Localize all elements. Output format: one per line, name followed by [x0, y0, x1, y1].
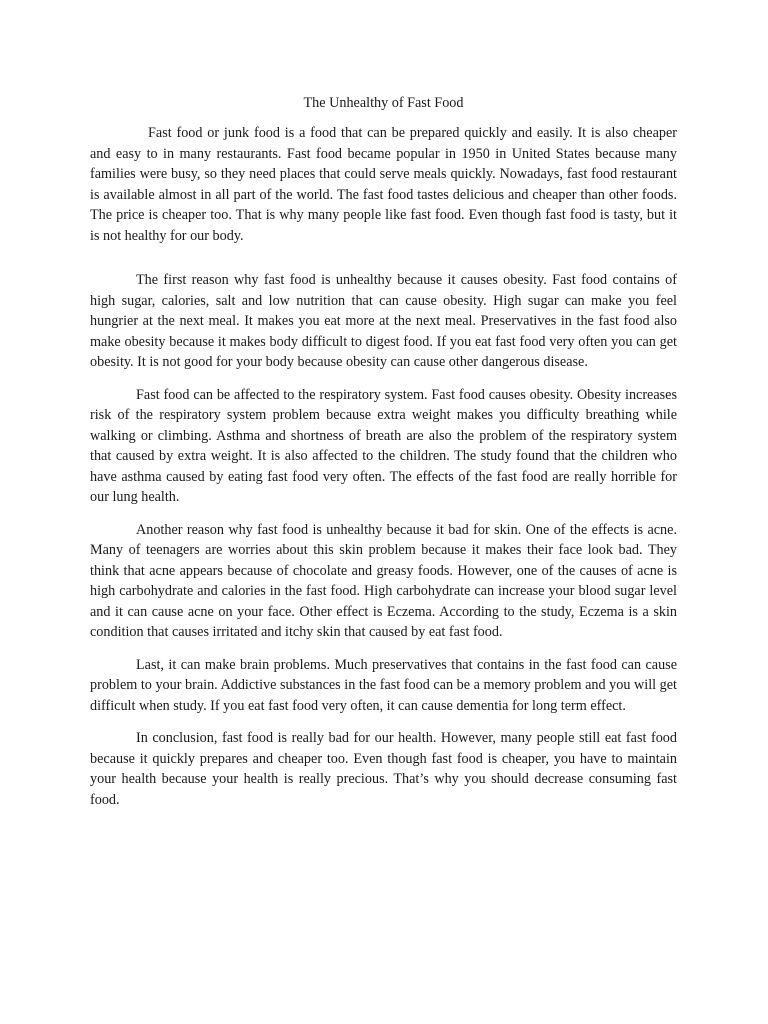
paragraph-brain: Last, it can make brain problems. Much preservatives that contains in the fast food can cause problem to your brain. Addictive substances in the fast food can be a memory problem and you will get difficult when study. If you eat fast food very often, it can cause dementia for long term effect.	[90, 656, 677, 714]
document-page	[90, 94, 677, 822]
paragraph-respiratory: Fast food can be affected to the respiratory system. Fast food causes obesity. Obesity increases risk of the respiratory system problem because extra weight makes you difficulty breathing while walking or climbing. Asthma and shortness of breath are also the problem of the respiratory system that caused by extra weight. It is also affected to the children. The study found that the children who have asthma caused by eating fast food very often. The effects of the fast food are really horrible for our lung health.	[90, 386, 677, 505]
paragraph-conclusion: In conclusion, fast food is really bad for our health. However, many people still eat fast food because it quickly prepares and cheaper too. Even though fast food is cheaper, you have to maintain your health because your health is really precious. That’s why you should decrease consuming fast food.	[90, 730, 677, 808]
paragraph-skin: Another reason why fast food is unhealthy because it bad for skin. One of the effects is acne. Many of teenagers are worries about this skin problem because it makes their face look bad. They think that acne appears because of chocolate and greasy foods. However, one of the causes of acne is high carbohydrate and calories in the fast food. High carbohydrate can increase your blood sugar level and it can cause acne on your face. Other effect is Eczema. According to the study, Eczema is a skin condition that causes irritated and itchy skin that caused by eat fast food.	[90, 521, 677, 640]
document-title: The Unhealthy of Fast Food	[303, 95, 464, 111]
paragraph-obesity: The first reason why fast food is unhealthy because it causes obesity. Fast food contains of high sugar, calories, salt and low nutrition that can cause obesity. High sugar can make you feel hungrier at the next meal. It makes you eat more at the next meal. Preservatives in the fast food also make obesity because it makes body difficult to digest food. If you eat fast food very often you can get obesity. It is not good for your body because obesity can cause other dangerous disease.	[90, 272, 677, 370]
paragraph-introduction: Fast food or junk food is a food that can be prepared quickly and easily. It is also cheaper and easy to in many restaurants. Fast food became popular in 1950 in United States because many families were busy, so they need places that could serve meals quickly. Nowadays, fast food restaurant is available almost in all part of the world. The fast food tastes delicious and cheaper than other foods. The price is cheaper too. That is why many people like fast food. Even though fast food is tasty, but it is not healthy for our body.	[90, 125, 677, 244]
